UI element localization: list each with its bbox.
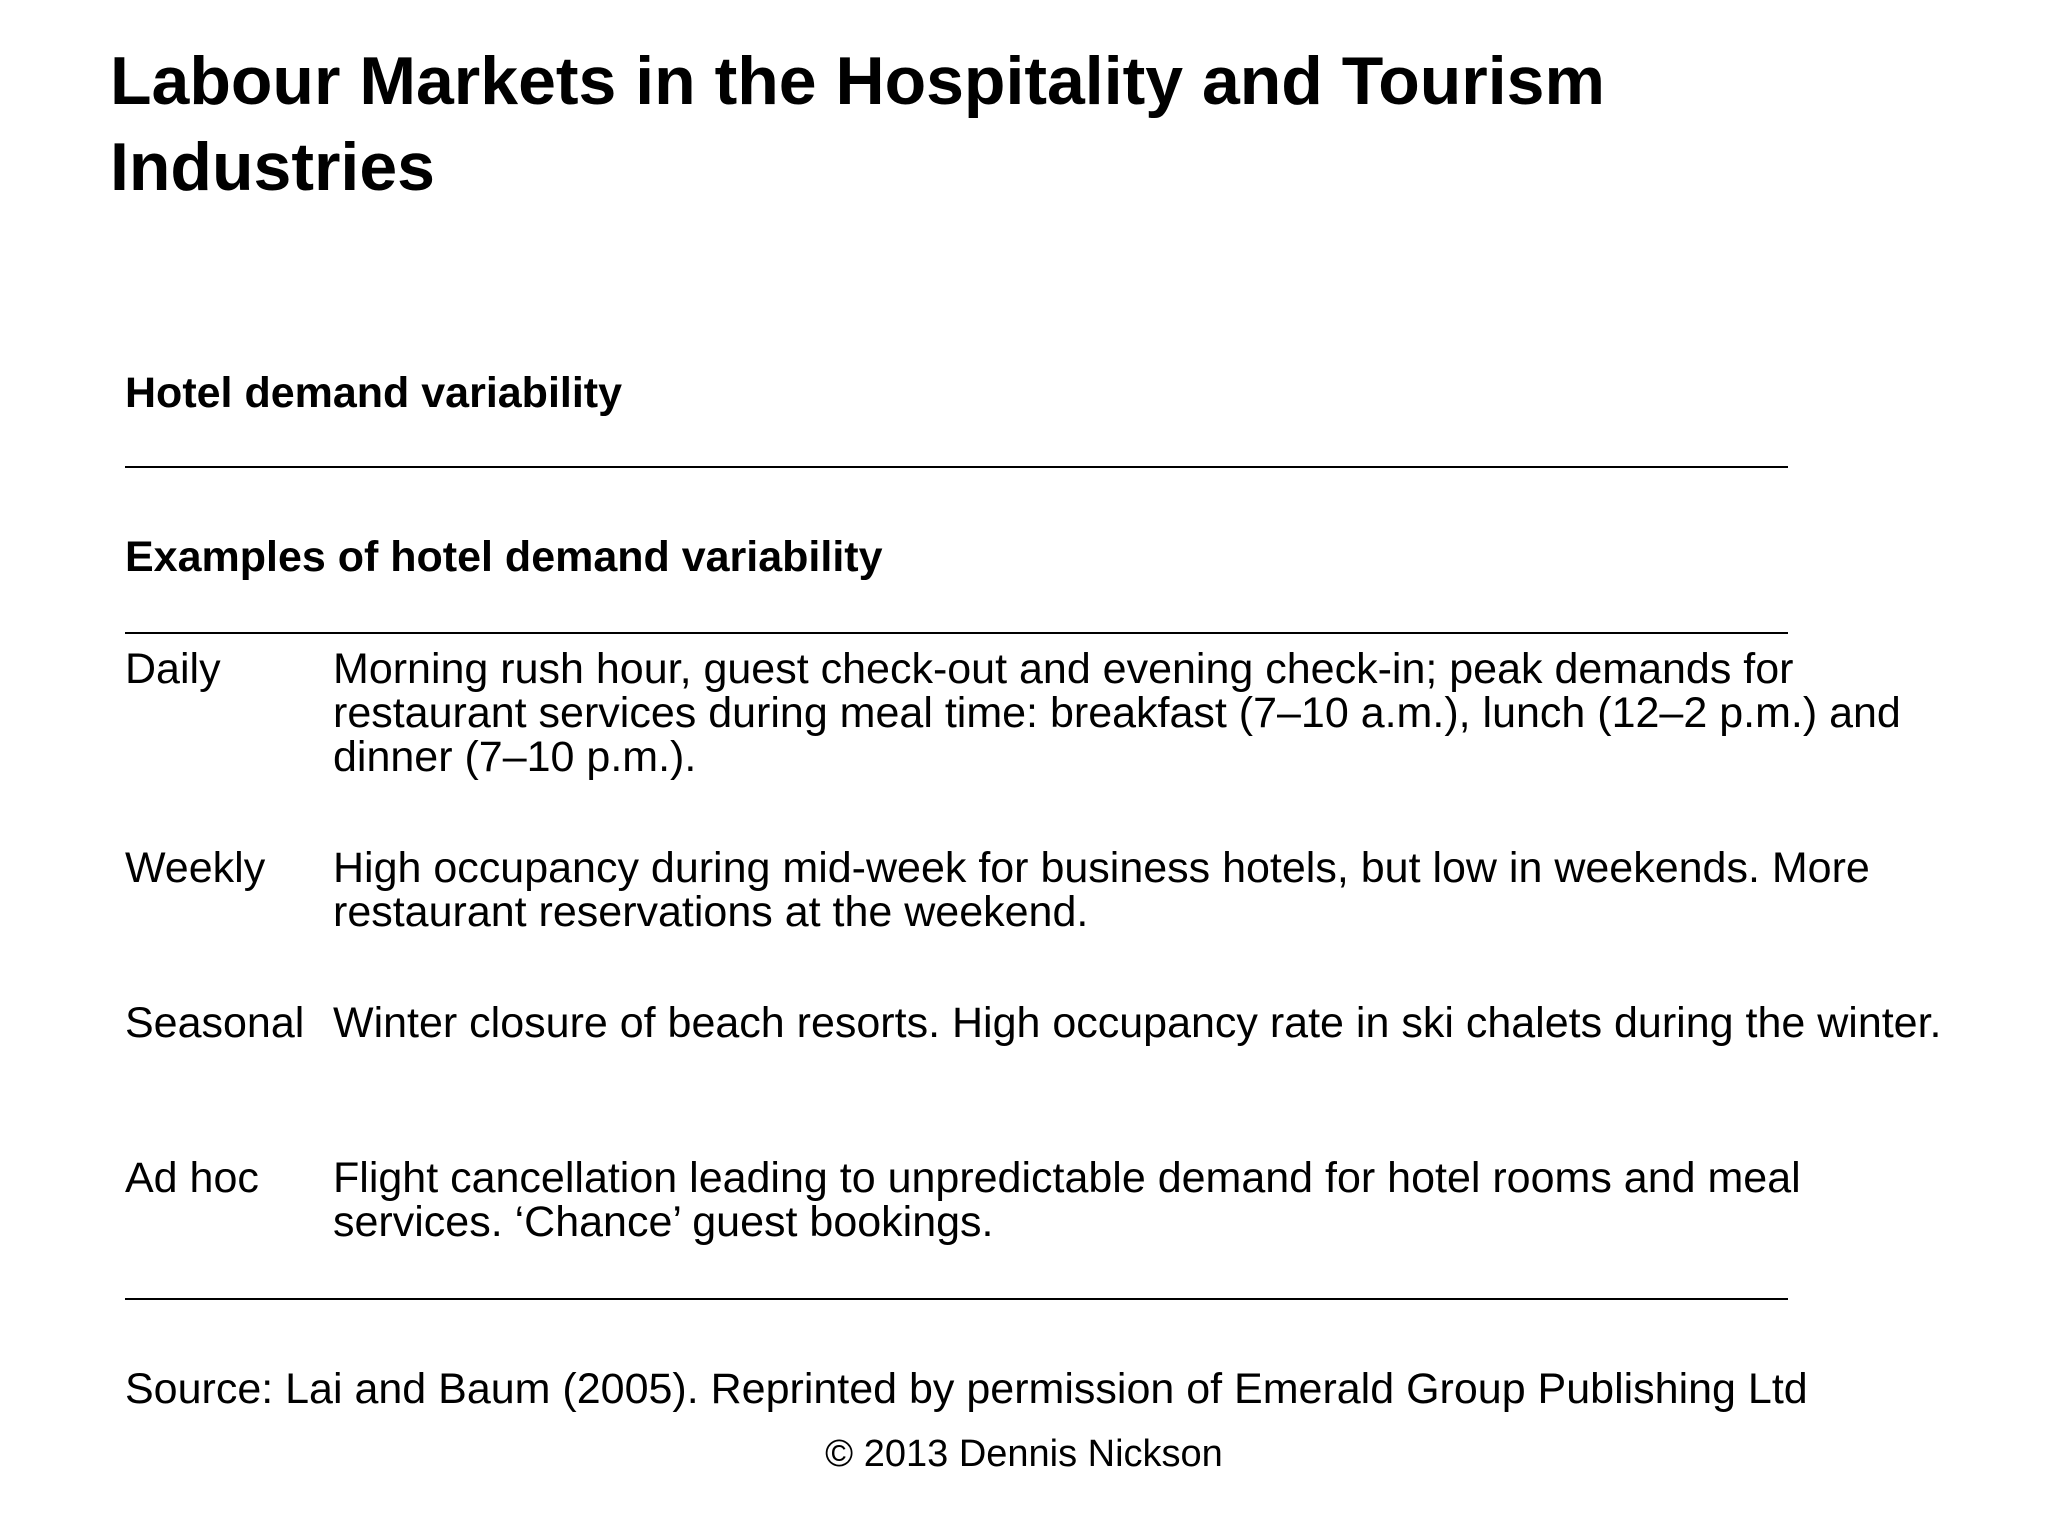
top-rule [125, 466, 1788, 468]
row-label: Weekly [125, 844, 266, 892]
row-label: Seasonal [125, 999, 305, 1047]
row-text: High occupancy during mid-week for business hotels, but low in weekends. More restaurant reservations at the weekend. [333, 844, 1870, 936]
bottom-rule [125, 1298, 1788, 1300]
row-label: Ad hoc [125, 1154, 259, 1202]
row-text: Flight cancellation leading to unpredictable demand for hotel rooms and meal services. ‘Chance’ guest bookings. [333, 1154, 1801, 1246]
slide-title: Labour Markets in the Hospitality and Tourism Industries [110, 43, 1605, 205]
row-text: Winter closure of beach resorts. High occupancy rate in ski chalets during the winter. [333, 999, 1942, 1047]
table-caption: Examples of hotel demand variability [125, 533, 883, 581]
section-heading: Hotel demand variability [125, 369, 623, 417]
copyright-notice: © 2013 Dennis Nickson [825, 1433, 1223, 1475]
caption-rule [125, 632, 1788, 634]
row-text: Morning rush hour, guest check-out and evening check-in; peak demands for restaurant services during meal time: breakfast (7–10 a.m.), lunch (12–2 p.m.) and dinner (7–10 p.m.). [333, 645, 1901, 781]
row-label: Daily [125, 645, 221, 693]
source-citation: Source: Lai and Baum (2005). Reprinted by permission of Emerald Group Publishing Ltd [125, 1365, 1808, 1413]
